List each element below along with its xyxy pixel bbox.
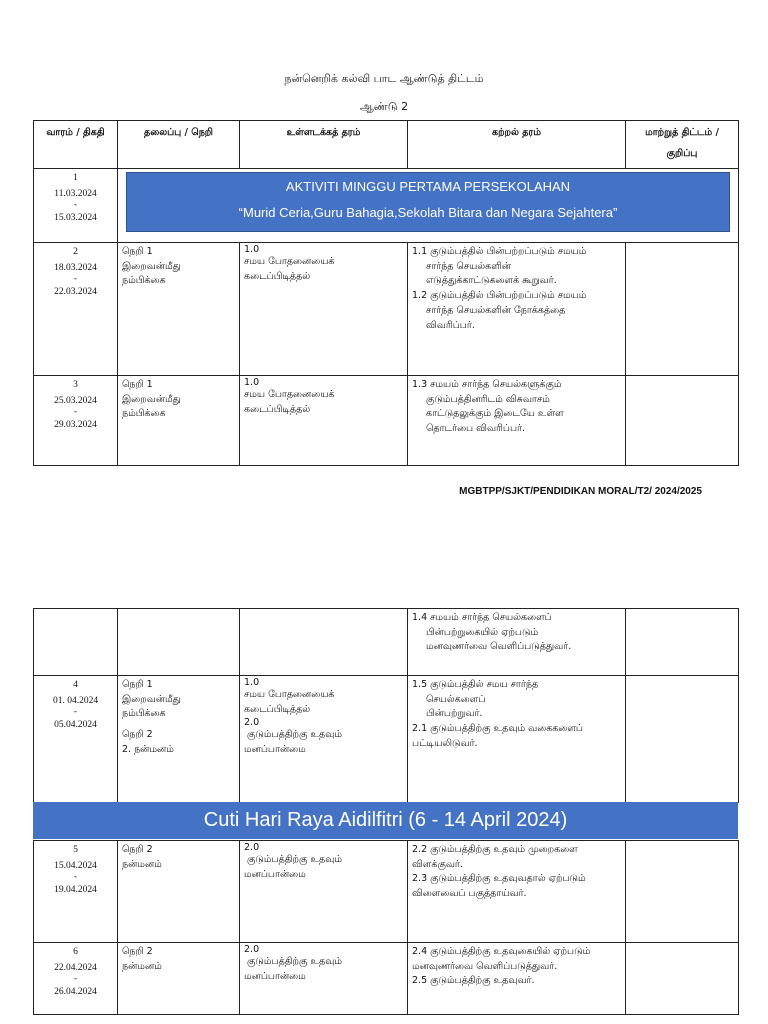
notes-cell [626, 609, 739, 676]
week-start-date: 15.04.2024 [54, 860, 97, 871]
learning-standard-text: 1.5 குடும்பத்தில் சமய சார்ந்த [412, 679, 539, 690]
learning-standard-text: 2.4 குடும்பத்திற்கு உதவுகையில் ஏற்படும் [412, 946, 591, 957]
topic-cell [118, 676, 240, 803]
table-row [34, 243, 739, 376]
table-row [34, 609, 739, 676]
content-standard-text: சமய போதனையைக் [244, 689, 335, 701]
week-number: 6 [73, 947, 78, 957]
week-end-date: 05.04.2024 [54, 719, 97, 730]
learning-standard-cell [408, 841, 626, 943]
learning-standard-text: 2.2 குடும்பத்திற்கு உதவும் முறைகளை [412, 844, 578, 855]
week-number: 5 [73, 845, 78, 855]
banner-cell [118, 169, 739, 243]
value-label: நெறி 2 [122, 844, 153, 855]
learning-standard-text: எடுத்துக்காட்டுகளைக் கூறுவர். [426, 275, 557, 287]
learning-standard-text: சார்ந்த செயல்களின் [426, 260, 511, 272]
learning-standard-text: 1.2 குடும்பத்தில் பின்பற்றப்படும் சமயம் [412, 290, 587, 302]
document-code: MGBTPP/SJKT/PENDIDIKAN MORAL/T2/ 2024/2025 [459, 486, 702, 497]
content-standard-text: குடும்பத்திற்கு உதவும் [247, 854, 342, 866]
content-standard-number: 2.0 [244, 716, 260, 728]
column-header-topic: தலைப்பு / நெறி [118, 121, 240, 169]
week-cell [34, 841, 118, 943]
topic-cell [118, 943, 240, 1015]
learning-standard-cell [408, 376, 626, 466]
value-title: இறைவன்மீது [122, 693, 181, 705]
week-number: 1 [73, 173, 78, 183]
content-standard-cell [240, 376, 408, 466]
content-standard-number: 2.0 [244, 944, 260, 955]
content-standard-cell [240, 943, 408, 1015]
learning-standard-text: குடும்பத்தினரிடம் விசுவாசம் [426, 393, 550, 405]
learning-standard-text: 1.1 குடும்பத்தில் பின்பற்றப்படும் சமயம் [412, 246, 587, 257]
first-week-banner [126, 172, 730, 232]
column-header-notes: மாற்றுத் திட்டம் / குறிப்பு [626, 121, 739, 169]
value-title: நம்பிக்கை [122, 408, 166, 420]
value-title: நன்மனம் [122, 960, 162, 972]
learning-standard-cell [408, 243, 626, 376]
column-header-learning-standard: கற்றல் தரம் [408, 121, 626, 169]
week-number: 4 [73, 680, 78, 690]
document-title: நன்னெறிக் கல்வி பாட ஆண்டுத் திட்டம் [284, 72, 484, 85]
learning-standard-text: விவரிப்பர். [426, 319, 475, 331]
table-row [34, 376, 739, 466]
week-number: 2 [73, 247, 78, 257]
date-separator: - [73, 274, 78, 285]
value-label: நெறி 1 [122, 379, 153, 390]
holiday-banner: Cuti Hari Raya Aidilfitri (6 - 14 April 2024) [33, 802, 738, 839]
week-cell [34, 943, 118, 1015]
week-start-date: 22.04.2024 [54, 962, 97, 973]
value-label: நெறி 2 [122, 729, 153, 741]
week-cell [34, 169, 118, 243]
value-label: நெறி 1 [122, 246, 153, 257]
learning-standard-text: 2.5 குடும்பத்திற்கு உதவுவர். [412, 975, 535, 987]
table-row [34, 943, 739, 1015]
learning-standard-text: 2.1 குடும்பத்திற்கு உதவும் வகைகளைப் [412, 723, 583, 735]
notes-cell [626, 676, 739, 803]
notes-cell [626, 376, 739, 466]
value-title: நம்பிக்கை [122, 708, 166, 720]
value-label: நெறி 2 [122, 946, 153, 957]
content-standard-text: குடும்பத்திற்கு உதவும் [247, 729, 342, 741]
learning-standard-text: பின்பற்றுவர். [426, 708, 483, 720]
notes-cell [626, 943, 739, 1015]
table-row [34, 841, 739, 943]
content-standard-number: 1.0 [244, 377, 260, 388]
learning-standard-cell [408, 609, 626, 676]
content-standard-cell [240, 841, 408, 943]
learning-standard-text: விளைவைப் பகுத்தாய்வர். [412, 888, 527, 900]
week-cell [34, 376, 118, 466]
week-end-date: 19.04.2024 [54, 884, 97, 895]
learning-standard-text: தொடர்பை விவரிப்பர். [426, 423, 526, 435]
week-cell [34, 676, 118, 803]
week-end-date: 15.03.2024 [54, 212, 97, 223]
notes-cell [626, 841, 739, 943]
content-standard-cell [240, 676, 408, 803]
content-standard-text: மனப்பான்மை [244, 971, 306, 983]
date-separator: - [73, 407, 78, 418]
learning-standard-text: சார்ந்த செயல்களின் நோக்கத்தை [426, 304, 566, 316]
learning-standard-text: செயல்களைப் [426, 693, 486, 705]
learning-standard-text: விளக்குவர். [412, 858, 463, 870]
week-start-date: 11.03.2024 [54, 188, 97, 199]
value-title: இறைவன்மீது [122, 260, 181, 272]
content-standard-cell [240, 609, 408, 676]
column-header-content-standard: உள்ளடக்கத் தரம் [240, 121, 408, 169]
learning-standard-text: 2.3 குடும்பத்திற்கு உதவுவதால் ஏற்படும் [412, 873, 586, 885]
value-title: 2. நன்மனம் [122, 743, 174, 755]
week-end-date: 26.04.2024 [54, 986, 97, 997]
learning-standard-text: 1.4 சமயம் சார்ந்த செயல்களைப் [412, 612, 552, 623]
learning-standard-cell [408, 943, 626, 1015]
content-standard-number: 1.0 [244, 244, 260, 255]
learning-standard-text: பின்பற்றுகையில் ஏற்படும் [426, 626, 539, 638]
week-number: 3 [73, 380, 78, 390]
banner-title: AKTIVITI MINGGU PERTAMA PERSEKOLAHAN [285, 179, 571, 194]
week-start-date: 25.03.2024 [54, 395, 97, 406]
content-standard-text: கடைப்பிடித்தல் [244, 404, 311, 416]
week-end-date: 29.03.2024 [54, 419, 97, 430]
content-standard-text: சமய போதனையைக் [244, 256, 335, 268]
learning-standard-text: பட்டியலிடுவர். [412, 737, 478, 749]
document-year: ஆண்டு 2 [359, 100, 409, 113]
week-start-date: 18.03.2024 [54, 262, 97, 273]
column-header-week: வாரம் / திகதி [34, 121, 118, 169]
content-standard-text: கடைப்பிடித்தல் [244, 271, 311, 283]
date-separator: - [73, 974, 78, 985]
content-standard-number: 1.0 [244, 677, 260, 688]
content-standard-text: சமய போதனையைக் [244, 389, 335, 401]
learning-standard-text: மனவுணர்வை வெளிப்படுத்துவர். [412, 960, 558, 972]
topic-cell [118, 243, 240, 376]
date-separator: - [73, 707, 78, 718]
content-standard-text: குடும்பத்திற்கு உதவும் [247, 956, 342, 968]
value-label: நெறி 1 [122, 679, 153, 690]
content-standard-text: மனப்பான்மை [244, 869, 306, 881]
topic-cell [118, 609, 240, 676]
week-cell [34, 609, 118, 676]
notes-cell [626, 243, 739, 376]
week-cell [34, 243, 118, 376]
value-title: நம்பிக்கை [122, 275, 166, 287]
learning-standard-cell [408, 676, 626, 803]
value-title: இறைவன்மீது [122, 393, 181, 405]
schedule-table-1 [33, 120, 739, 466]
date-separator: - [73, 872, 78, 883]
content-standard-text: கடைப்பிடித்தல் [244, 704, 311, 716]
table-row [34, 676, 739, 803]
content-standard-text: மனப்பான்மை [244, 744, 306, 756]
week-start-date: 01. 04.2024 [52, 695, 99, 706]
learning-standard-text: மனவுணர்வை வெளிப்படுத்துவர். [426, 641, 572, 653]
value-title: நன்மனம் [122, 858, 162, 870]
content-standard-cell [240, 243, 408, 376]
table-header-row [34, 121, 739, 169]
table-row [34, 169, 739, 243]
date-separator: - [73, 200, 78, 211]
banner-slogan: “Murid Ceria,Guru Bahagia,Sekolah Bitara dan Negara Sejahtera” [238, 205, 618, 220]
learning-standard-text: 1.3 சமயம் சார்ந்த செயல்களுக்கும் [412, 379, 562, 390]
content-standard-number: 2.0 [244, 842, 260, 853]
topic-cell [118, 841, 240, 943]
learning-standard-text: காட்டுதலுக்கும் இடையே உள்ள [426, 408, 564, 420]
week-end-date: 22.03.2024 [54, 286, 97, 297]
topic-cell [118, 376, 240, 466]
